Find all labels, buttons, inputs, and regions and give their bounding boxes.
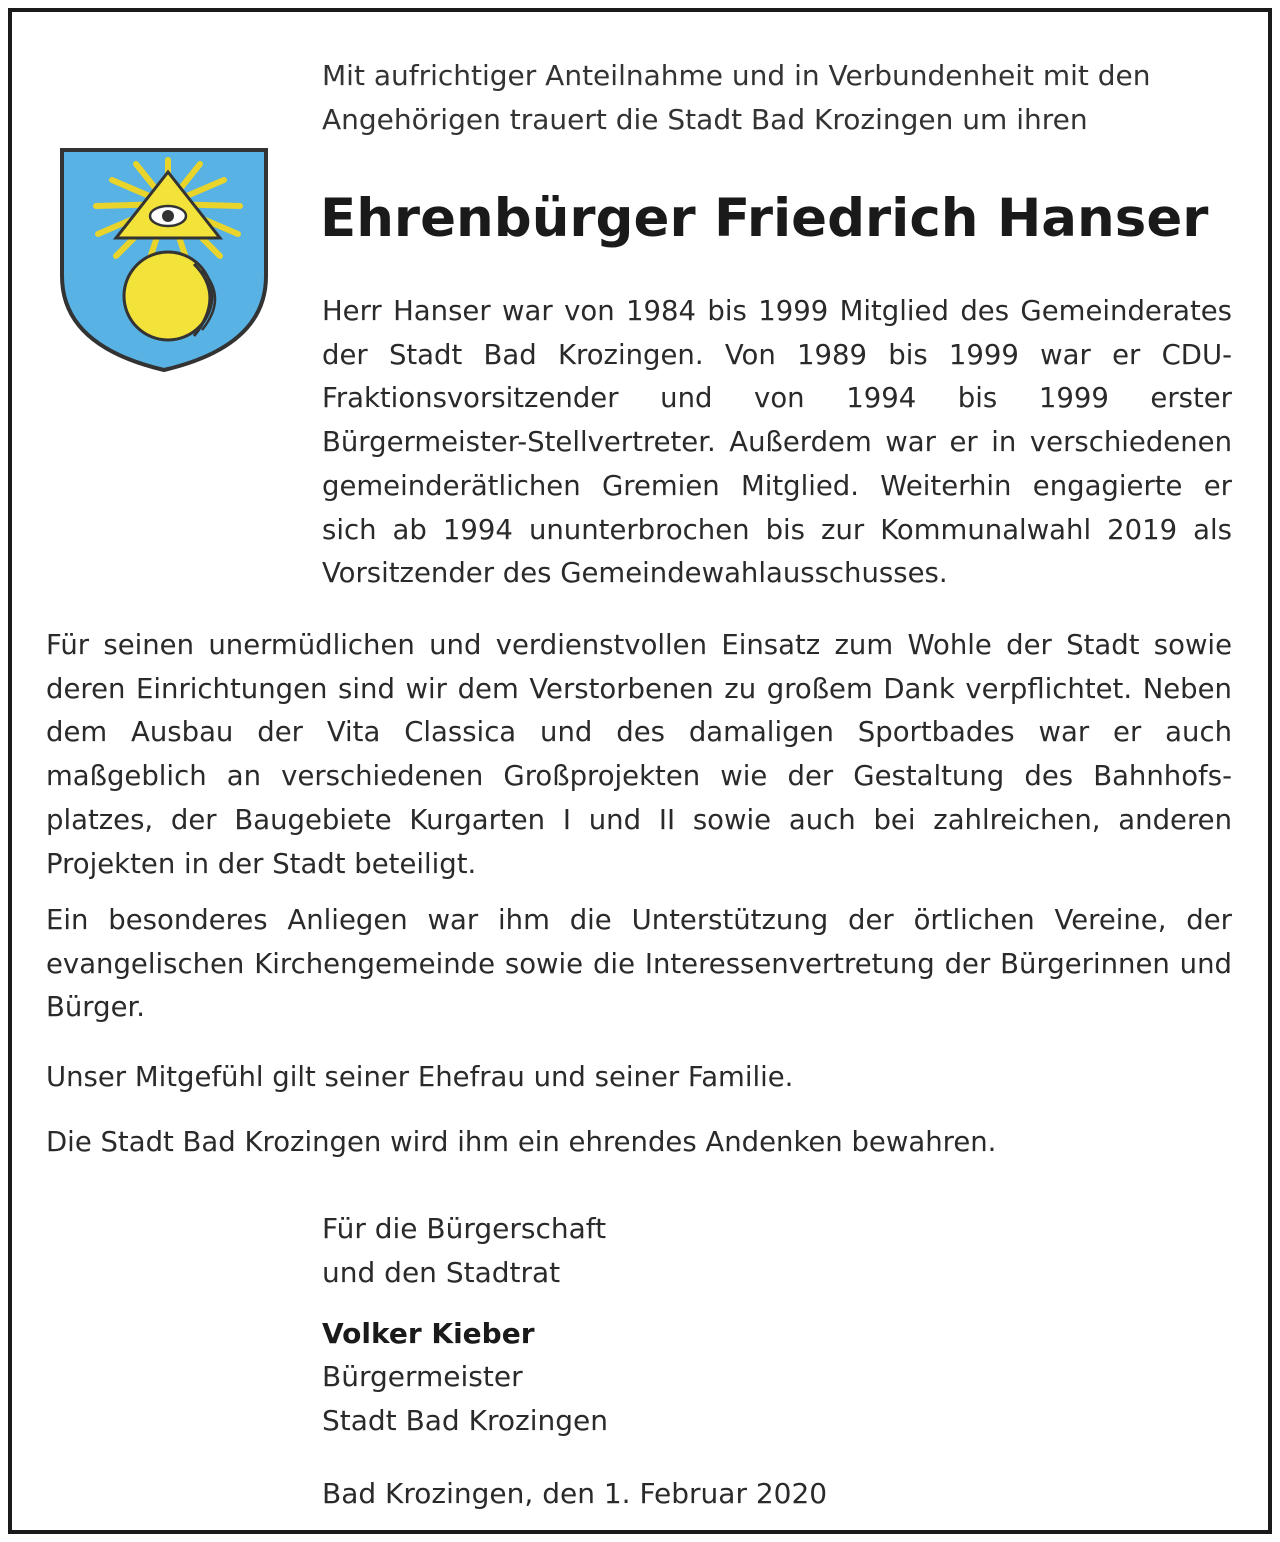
paragraph-concerns: Ein besonderes Anliegen war ihm die Unterstützung der örtlichen Vereine, der evangelischen Kirchengemeinde sowie die Interessenvertretung der Bürgerinnen und Bürger. — [46, 904, 1232, 1024]
signatory-role: Bürgermeister — [322, 1360, 523, 1393]
intro-line-2: Angehörigen trauert die Stadt Bad Krozingen um ihren — [322, 103, 1088, 136]
page-title: Ehrenbürger Friedrich Hanser — [320, 188, 1209, 249]
intro-line-1: Mit aufrichtiger Anteilnahme und in Verbundenheit mit den — [322, 59, 1151, 92]
intro-text — [322, 54, 1222, 142]
signature-line-1: Für die Bürgerschaft — [322, 1212, 607, 1245]
paragraph-career: Herr Hanser war von 1984 bis 1999 Mitglied des Gemeinderates der Stadt Bad Krozingen. Von 1989 bis 1999 war er CDU-Fraktionsvorsitzender und von 1994 bis 1999 erster Bürgermeister-Stellvertreter. Außerdem war er in verschiedenen gemeinderätlichen Gremien Mitglied. Weiterhin engagierte er sich ab 1994 ununterbrochen bis zur Kommunalwahl 2019 als Vorsitzender des Gemeindewahlausschusses. — [322, 295, 1232, 590]
paragraph-condolence: Unser Mitgefühl gilt seiner Ehefrau und seiner Familie. — [46, 1061, 794, 1093]
coat-of-arms-icon — [56, 146, 272, 374]
notice-date: Bad Krozingen, den 1. Februar 2020 — [322, 1477, 828, 1510]
signatory-name: Volker Kieber — [322, 1317, 535, 1350]
paragraph-merits: Für seinen unermüdlichen und verdienstvollen Einsatz zum Wohle der Stadt sowie deren Einrichtungen sind wir dem Verstorbenen zu großem Dank verpflichtet. Neben dem Ausbau der Vita Classica und des damaligen Sportbades war er auch maßgeblich an verschiedenen Großprojekten wie der Gestaltung des Bahnhofsplatzes, der Baugebiete Kurgarten I und II sowie auch bei zahlreichen, anderen Projekten in der Stadt beteiligt. — [46, 629, 1232, 880]
signatory-org: Stadt Bad Krozingen — [322, 1404, 608, 1437]
signature-line-2: und den Stadtrat — [322, 1256, 561, 1289]
paragraph-remembrance: Die Stadt Bad Krozingen wird ihm ein ehrendes Andenken bewahren. — [46, 1126, 997, 1158]
